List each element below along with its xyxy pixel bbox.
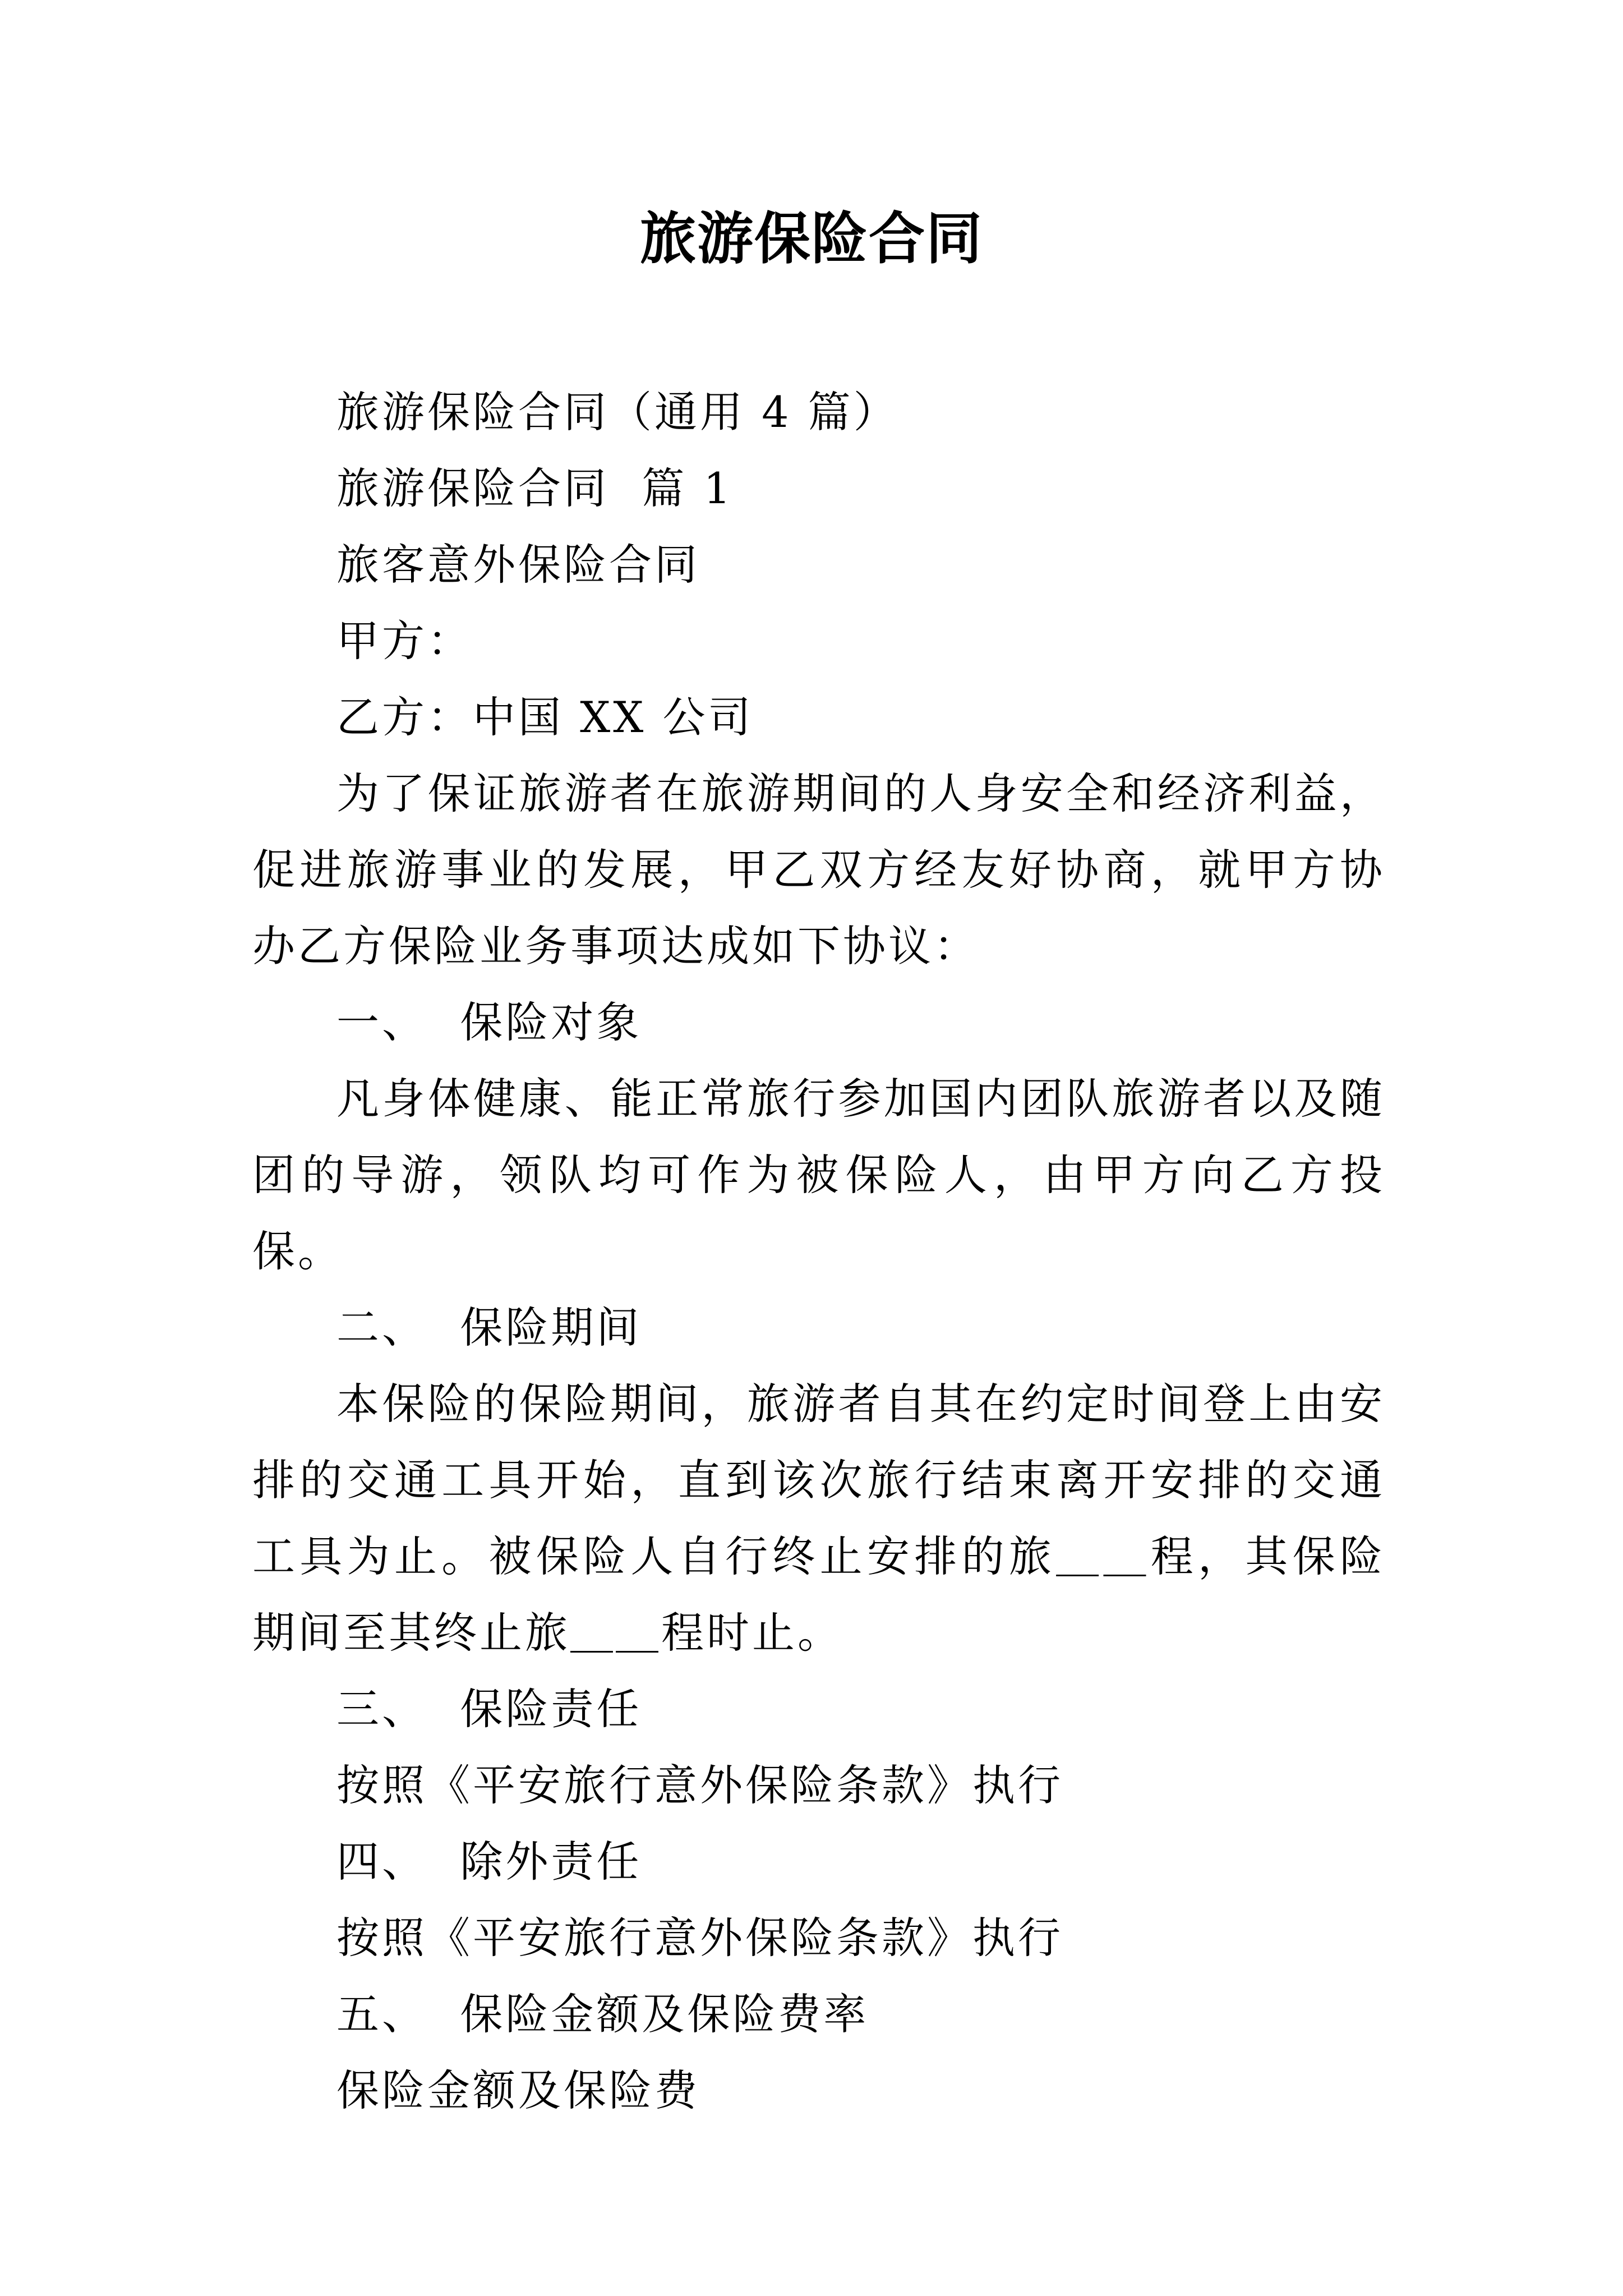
section-body-3: 按照《平安旅行意外保险条款》执行 [336,1760,1063,1810]
section-body-4: 按照《平安旅行意外保险条款》执行 [336,1913,1063,1963]
paragraph-preamble: 为了保证旅游者在旅游期间的人身安全和经济利益，促进旅游事业的发展，甲乙双方经友好协商，就甲方协办乙方保险业务事项达成如下协议： [252,769,1385,971]
section-heading-4: 四、 除外责任 [336,1837,642,1887]
paragraph-contract-name: 旅客意外保险合同 [336,540,700,590]
paragraph-party-b: 乙方：中国 XX 公司 [336,692,754,742]
paragraph-chapter-heading: 旅游保险合同 篇 1 [336,463,734,513]
section-body-2: 本保险的保险期间，旅游者自其在约定时间登上由安排的交通工具开始，直到该次旅行结束离开安排的交通工具为止。被保险人自行终止安排的旅＿＿程，其保险期间至其终止旅＿＿程时止。 [252,1379,1385,1658]
paragraph-subtitle: 旅游保险合同（通用 4 篇） [336,387,899,437]
document-body [252,374,1385,2129]
paragraph-party-a: 甲方： [336,616,473,666]
section-heading-1: 一、 保险对象 [336,997,642,1047]
section-heading-5: 五、 保险金额及保险费率 [336,1989,869,2039]
section-body-1: 凡身体健康、能正常旅行参加国内团队旅游者以及随团的导游，领队均可作为被保险人，由甲方向乙方投保。 [252,1074,1385,1276]
section-heading-3: 三、 保险责任 [336,1684,642,1734]
section-heading-2: 二、 保险期间 [336,1303,642,1352]
section-body-5: 保险金额及保险费 [336,2065,700,2115]
document-title: 旅游保险合同 [640,205,983,272]
